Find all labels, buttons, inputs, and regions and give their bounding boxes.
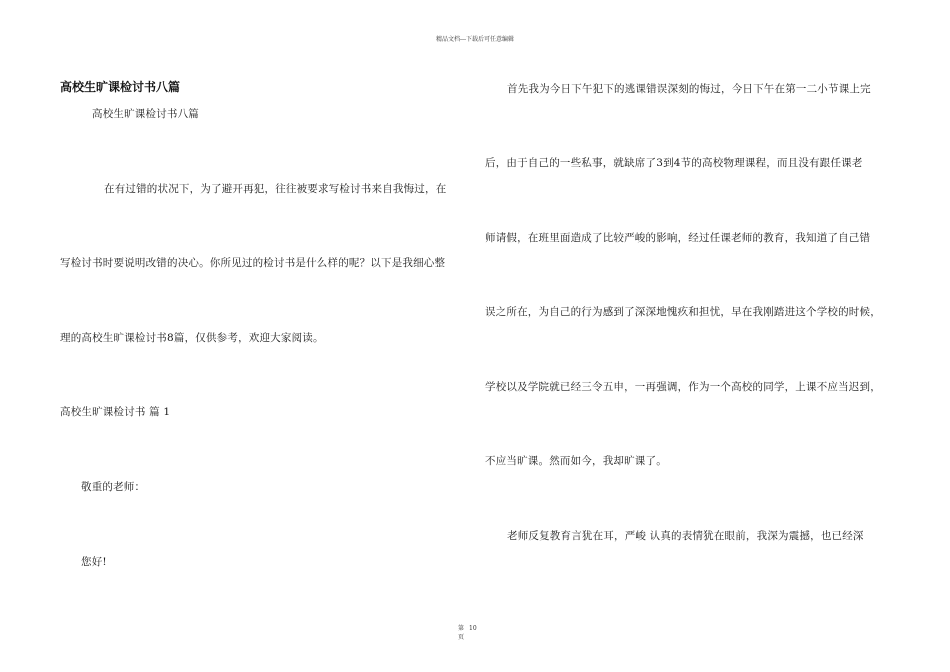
salutation: 敬重的老师： bbox=[81, 481, 146, 493]
greeting: 您好! bbox=[81, 556, 107, 568]
body-line-2: 后，由于自己的一些私事，就缺席了3到4节的高校物理课程，而且没有跟任课老 bbox=[485, 157, 863, 169]
intro-line-2: 写检讨书时要说明改错的决心。你所见过的检讨书是什么样的呢？以下是我细心整 bbox=[60, 257, 446, 269]
body-line-1: 首先我为今日下午犯下的逃课错误深刻的悔过，今日下午在第一二小节课上完 bbox=[507, 83, 871, 95]
page-number: 10 bbox=[469, 625, 477, 632]
intro-line-1: 在有过错的状况下，为了避开再犯，往往被要求写检讨书来自我悔过，在 bbox=[104, 183, 447, 195]
intro-line-3: 理的高校生旷课检讨书8篇，仅供参考，欢迎大家阅读。 bbox=[60, 332, 324, 344]
document-title: 高校生旷课检讨书八篇 bbox=[60, 80, 181, 94]
document-subtitle: 高校生旷课检讨书八篇 bbox=[92, 108, 199, 120]
header-note: 精品文档---下载后可任意编辑 bbox=[435, 36, 515, 43]
section-heading: 高校生旷课检讨书 篇 1 bbox=[60, 406, 171, 418]
body-line-7: 老师反复教育言犹在耳，严峻 认真的表情犹在眼前，我深为震撼，也已经深 bbox=[507, 530, 864, 542]
body-line-3: 师请假，在班里面造成了比较严峻的影响，经过任课老师的教育，我知道了自己错 bbox=[485, 232, 871, 244]
page-label-bottom: 页 bbox=[458, 634, 465, 641]
body-line-4: 误之所在，为自己的行为感到了深深地愧疚和担忧，早在我刚踏进这个学校的时候， bbox=[485, 306, 881, 318]
body-line-6: 不应当旷课。然而如今，我却旷课了。 bbox=[485, 455, 667, 467]
body-line-5: 学校以及学院就已经三令五申，一再强调，作为一个高校的同学，上课不应当迟到， bbox=[485, 381, 881, 393]
page-label-top: 第 bbox=[458, 625, 465, 632]
